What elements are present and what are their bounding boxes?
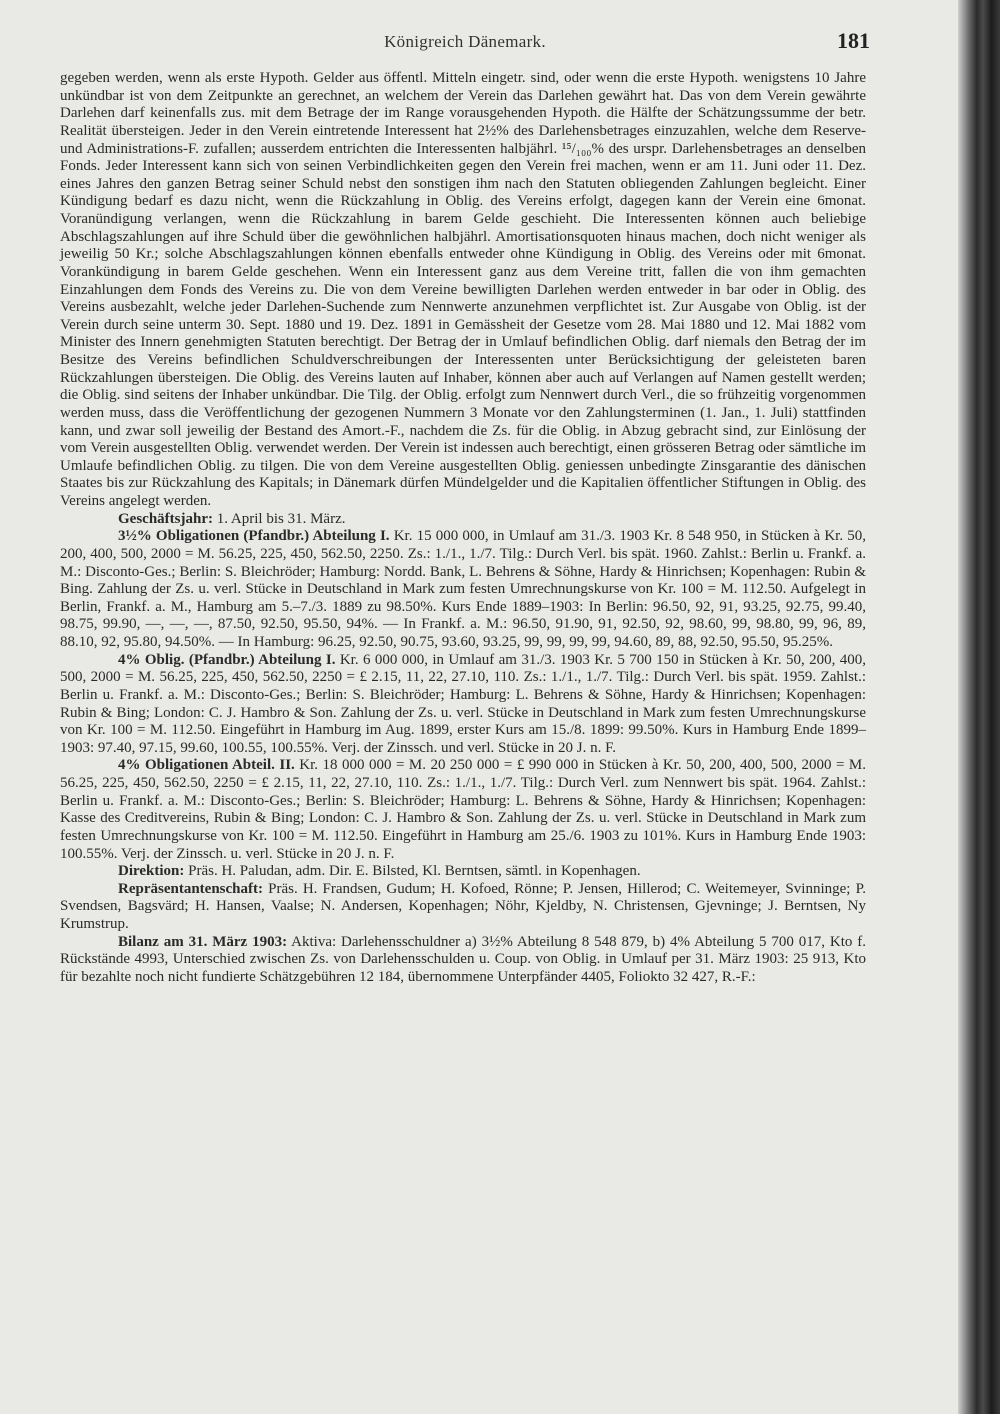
bond-section-3 [60,757,866,863]
balance-paragraph [60,934,866,987]
book-binding-edge [958,0,1000,1414]
bond-section-1-text: Kr. 15 000 000, in Umlauf am 31./3. 1903 Kr. 8 548 950, in Stücken à Kr. 50, 200, 400, 500, 2000 = M. 56.25, 225, 450, 562.50, 2250. Zs.: 1./1., 1./7. Tilg.: Durch Verl. bis spät. 1960. Zahlst.: Berlin u. Frankf. a. M.: Disconto-Ges.; Berlin: S. Bleichröder; Hamburg: Nordd. Bank, L. Behrens & Söhne, Hardy & Hinrichsen; Kopenhagen: Rubin & Bing. Zahlung der Zs. u. verl. Stücke in Deutschland in Mark zum festen Umrechnungskurse von Kr. 100 = M. 112.50. Aufgelegt in Berlin, Frankf. a. M., Hamburg am 5.–7./3. 1889 zu 98.50%. Kurs Ende 1889–1903: In Berlin: 96.50, 92, 91, 93.25, 92.75, 99.40, 98.75, 99.90, —, —, —, 87.50, 92.50, 95.50, 94%. — In Frankf. a. M.: 96.50, 91.90, 91, 92.50, 92, 98.60, 99, 98.80, 99, 96, 89, 88.10, 92, 95.80, 94.50%. — In Hamburg: 96.25, 92.50, 90.75, 93.60, 93.25, 99, 99, 99, 99, 94.60, 89, 88, 92.50, 95.50, 95.25%. [60,528,866,650]
direction-text: Präs. H. Paludan, adm. Dir. E. Bilsted, Kl. Berntsen, sämtl. in Kopenhagen. [184,863,641,880]
page-number: 181 [837,28,870,53]
bond-section-1 [60,528,866,651]
balance-label: Bilanz am 31. März 1903: [118,933,288,950]
bond-section-2 [60,652,866,758]
fiscal-year-label: Geschäftsjahr: [118,510,213,527]
intro-paragraph: gegeben werden, wenn als erste Hypoth. Gelder aus öffentl. Mitteln eingetr. sind, oder wenn die erste Hypoth. wenigstens 10 Jahre unkündbar ist von dem Zeitpunkte an gerechnet, an welchem der Verein das Darlehen gewährt hat. Das von dem Verein gewährte Darlehen darf keinenfalls zus. mit dem Betrage der im Range vorausgehenden Hypoth. die Hälfte der Schätzungssumme der betr. Realität übersteigen. Jeder in den Verein eintretende Interessent hat 2½% des Darlehensbetrages einzuzahlen, welche dem Reserve- und Administrations-F. zufallen; ausserdem entrichten die Interessenten halbjährl. ¹⁵/₁₀₀% des urspr. Darlehensbetrages an denselben Fonds. Jeder Interessent kann sich von seinen Verbindlichkeiten gegen den Verein frei machen, wenn er am 11. Juni oder 11. Dez. eines Jahres den ganzen Betrag seiner Schuld nebst den sonstigen ihm nach den Statuten obliegenden Zahlungen begleicht. Einer Kündigung bedarf es dazu nicht, wenn die Rückzahlung in Oblig. des Vereins erfolgt, dagegen kann der Verein eine 6monat. Voranündigung verlangen, wenn die Rückzahlung in barem Gelde geschieht. Die Interessenten können auch beliebige Abschlagszahlungen auf ihre Schuld über die gewöhnlichen halbjährl. Amortisationsquoten hinaus machen, doch nicht weniger als jeweilig 50 Kr.; solche Abschlagszahlungen können ebenfalls entweder ohne Kündigung in Oblig. des Vereins oder mit 6monat. Vorankündigung in barem Gelde geschehen. Wenn ein Interessent ganz aus dem Vereine tritt, fallen die von ihm gemachten Einzahlungen dem Fonds des Vereins zu. Die von dem Vereine bewilligten Darlehen werden entweder in bar oder in Oblig. des Vereins ausbezahlt, welche jeder Darlehen-Suchende zum Nennwerte anzunehmen verpflichtet ist. Zur Ausgabe von Oblig. ist der Verein durch seine unterm 30. Sept. 1880 und 19. Dez. 1891 in Gemässheit der Gesetze vom 28. Mai 1880 und 12. Mai 1882 vom Minister des Innern genehmigten Statuten berechtigt. Der Betrag der in Umlauf befindlichen Oblig. darf niemals den Betrag der im Besitze des Vereins befindlichen Schuldverschreibungen der Interessenten unter Berücksichtigung der geleisteten baren Rückzahlungen übersteigen. Die Oblig. des Vereins lauten auf Inhaber, können aber auch auf Verlangen auf Namen gestellt werden; die Oblig. sind seitens der Inhaber unkündbar. Die Tilg. der Oblig. erfolgt zum Nennwert durch Verl., die so frühzeitig vorgenommen werden muss, dass die Veröffentlichung der gezogenen Nummern 3 Monate vor den Zahlungsterminen (1. Jan., 1. Juli) stattfinden kann, und zwar soll jeweilig der Bestand des Amort.-F., nachdem die Zs. für die Oblig. in Abzug gebracht sind, zur Einlösung der vom Verein ausgestellten Oblig. verwendet werden. Der Verein ist indessen auch berechtigt, einen grösseren Betrag oder sämtliche im Umlaufe befindlichen Oblig. zu tilgen. Die von dem Vereine ausgestellten Oblig. geniessen unbedingte Zinsgarantie des dänischen Staates bis zur Rückzahlung des Kapitals; in Dänemark dürfen Mündelgelder und die Kapitalien öffentlicher Stiftungen in Oblig. des Vereins angelegt werden. [60,70,866,509]
body-text [60,70,866,987]
page-header [60,26,870,60]
bond-section-1-title: 3½% Obligationen (Pfandbr.) Abteilung I. [118,528,390,545]
fiscal-year-text: 1. April bis 31. März. [212,510,346,527]
balance-text: Aktiva: Darlehensschuldner a) 3½% Abteilung 8 548 879, b) 4% Abteilung 5 700 017, Kto f. Rückstände 4993, Unterschied zwischen Zs. von Darlehensschulden u. Coup. von Oblig. in Umlauf per 31. März 1903: 25 913, Kto für bezahlte noch nicht fundierte Schätzgebühren 12 184, übernommene Unterpfänder 4405, Foliokto 32 427, R.-F.: [60,933,866,985]
bond-section-3-text: Kr. 18 000 000 = M. 20 250 000 = £ 990 000 in Stücken à Kr. 50, 200, 400, 500, 2000 = M. 56.25, 225, 450, 562.50, 2250 = £ 2.15, 11, 22, 27.10, 110. Zs.: 1./1., 1./7. Tilg.: Durch Verl. zum Nennwert bis spät. 1964. Zahlst.: Berlin u. Frankf. a. M.: Disconto-Ges.; Berlin: S. Bleichröder; Hamburg: L. Behrens & Söhne, Hardy & Hinrichsen; Kopenhagen: Kasse des Creditvereins, Rubin & Bing; London: C. J. Hambro & Son. Zahlung der Zs. u. verl. Stücke in Deutschland in Mark zum festen Umrechnungskurse von Kr. 100 = M. 112.50. Eingeführt in Hamburg am 25./6. 1903 zu 101%. Kurs in Hamburg Ende 1903: 100.55%. Verj. der Zinssch. u. verl. Stücke in 20 J. n. F. [60,757,866,862]
representatives-paragraph [60,881,866,934]
direction-label: Direktion: [118,863,185,880]
representatives-text: Präs. H. Frandsen, Gudum; H. Kofoed, Rönne; P. Jensen, Hillerod; C. Weitemeyer, Svinninge; P. Svendsen, Bagsvärd; H. Hansen, Vaalse; N. Andersen, Kopenhagen; Nöhr, Kjeldby, N. Christensen, Gjevninge; J. Berntsen, Ny Krumstrup. [60,880,866,932]
running-title: Königreich Dänemark. [384,32,546,51]
bond-section-2-text: Kr. 6 000 000, in Umlauf am 31./3. 1903 Kr. 5 700 150 in Stücken à Kr. 50, 200, 400, 500, 2000 = M. 56.25, 225, 450, 562.50, 2250 = £ 2.15, 11, 22, 27.10, 110. Zs.: 1./1., 1./7. Tilg.: Durch Verl. bis spät. 1959. Zahlst.: Berlin u. Frankf. a. M.: Disconto-Ges.; Berlin: S. Bleichröder; Hamburg: L. Behrens & Söhne, Hardy & Hinrichsen; Kopenhagen: Rubin & Bing; London: C. J. Hambro & Son. Zahlung der Zs. u. verl. Stücke in Deutschland in Mark zum festen Umrechnungskurse von Kr. 100 = M. 112.50. Eingeführt in Hamburg im Aug. 1899, erster Kurs am 15./8. 1899: 99.50%. Kurs in Hamburg Ende 1899–1903: 97.40, 97.15, 99.60, 100.55, 100.55%. Verj. der Zinssch. und verl. Stücke in 20 J. n. F. [60,651,866,756]
direction-paragraph [60,863,866,881]
bond-section-3-title: 4% Obligationen Abteil. II. [118,757,295,774]
bond-section-2-title: 4% Oblig. (Pfandbr.) Abteilung I. [118,651,336,668]
fiscal-year-paragraph [60,511,866,529]
representatives-label: Repräsentantenschaft: [118,880,263,897]
